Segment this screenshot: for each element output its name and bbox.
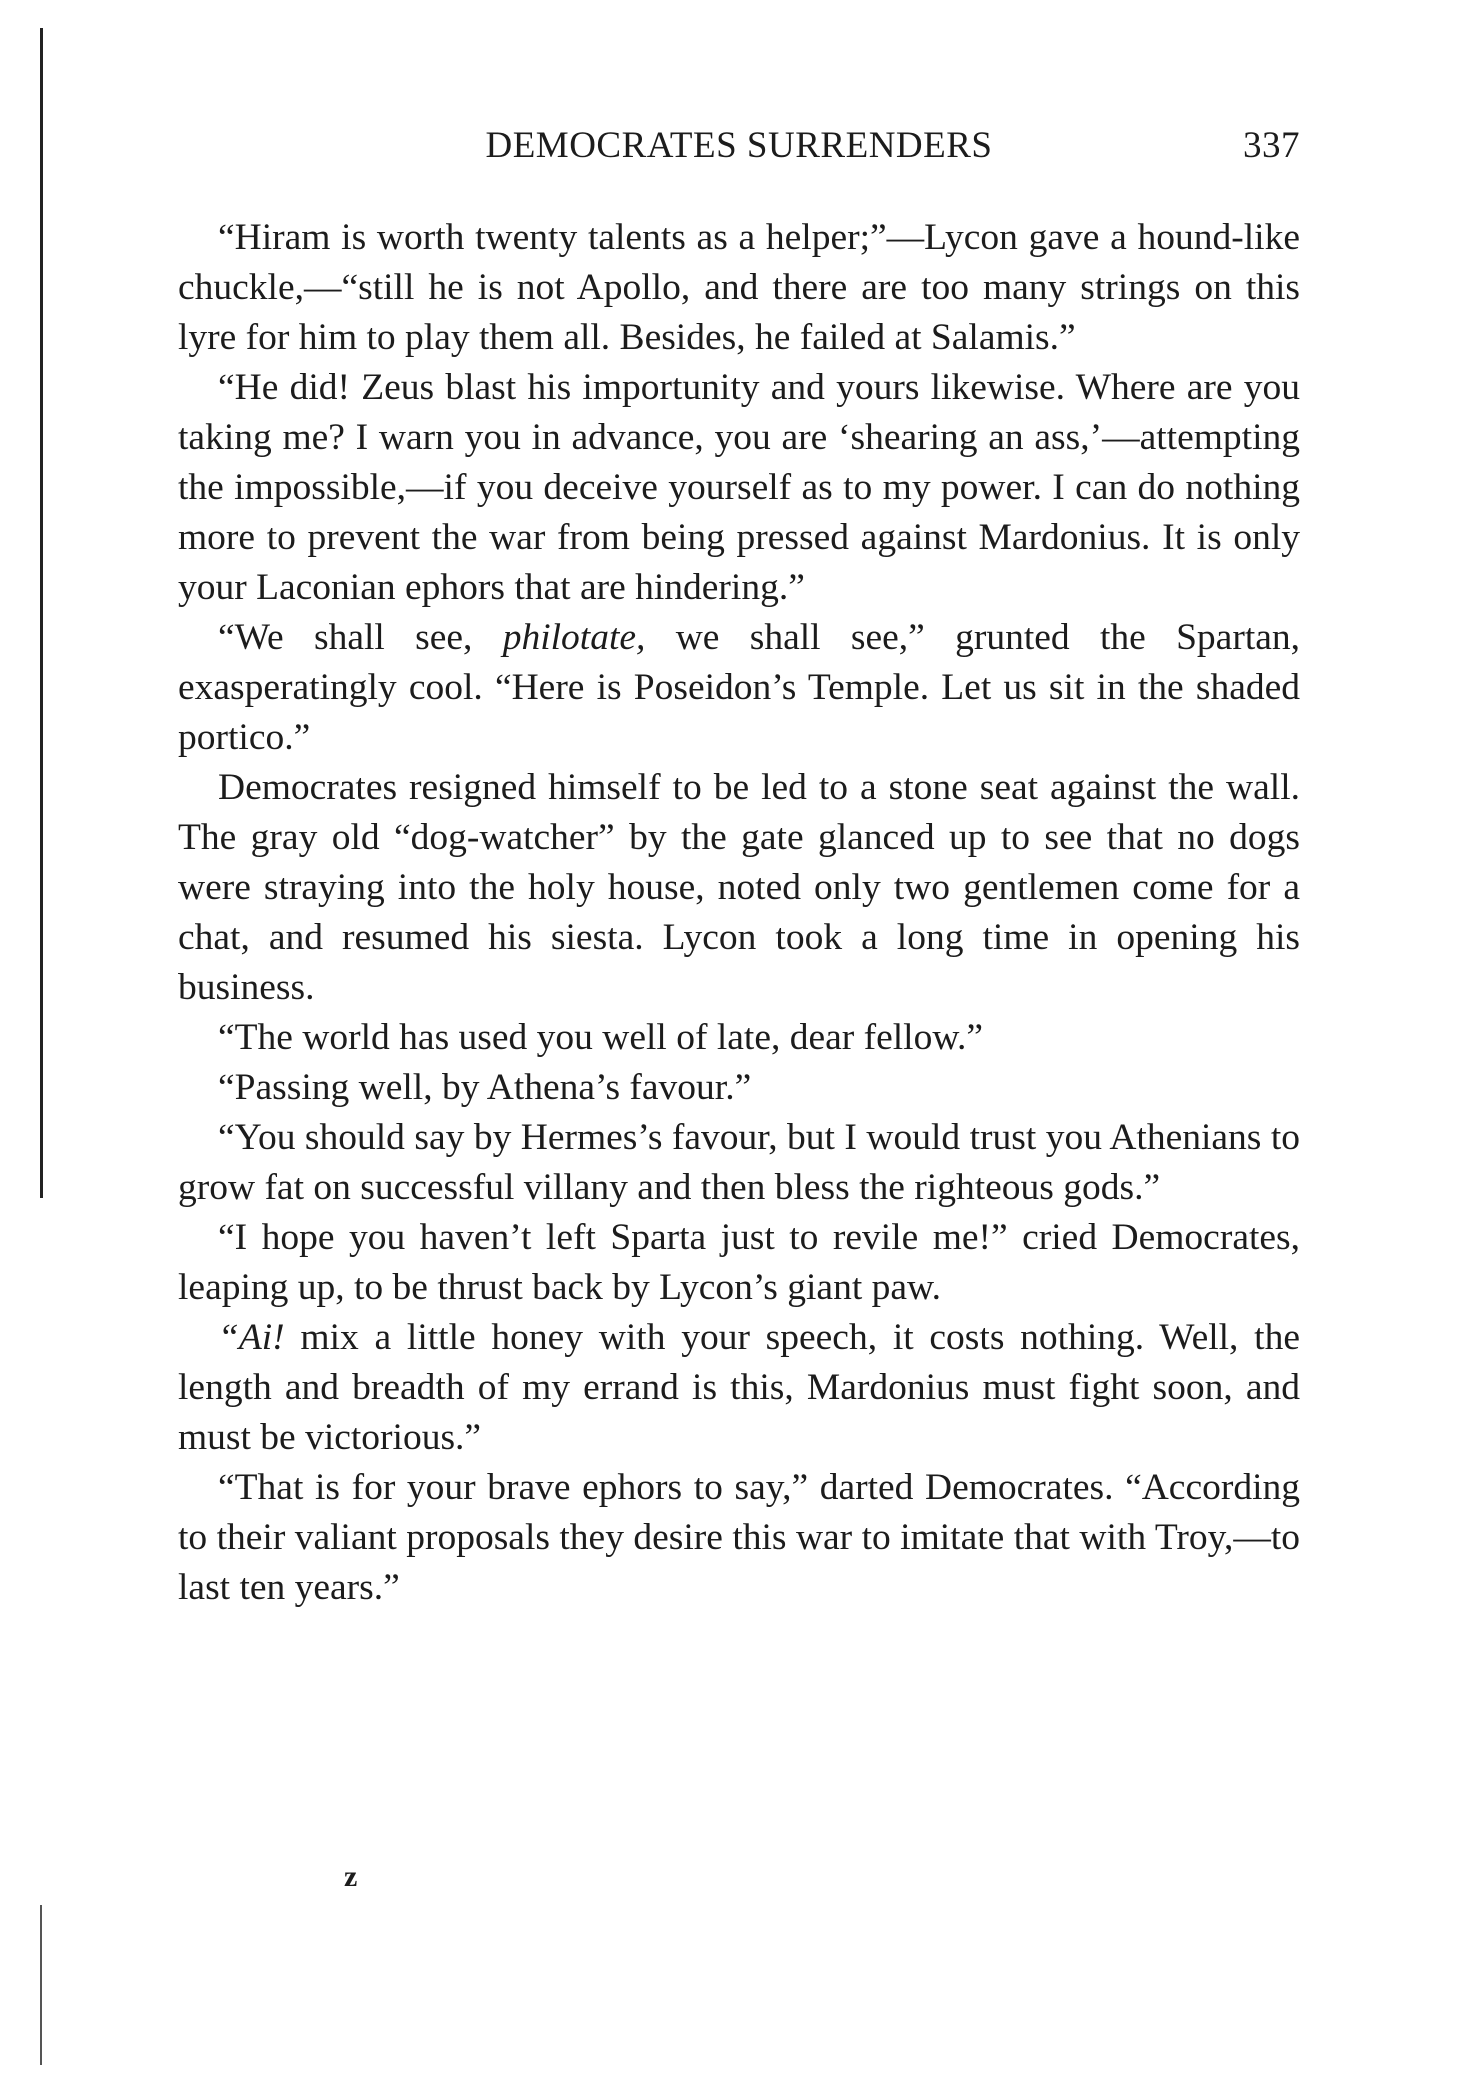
paragraph-3 [178,613,1300,763]
page-header [178,124,1300,174]
page-number: 337 [1243,125,1300,166]
margin-rule [40,28,43,1198]
body-text [178,213,1300,1613]
paragraph-3-start: “We shall see, [218,617,503,658]
paragraph-2: “He did! Zeus blast his importunity and yours likewise. Where are you taking me? I warn you in advance, you are ‘shearing an ass,’—attempting the impossible,—if you deceive yourself as to my power. I can do nothing more to prevent the war from being pressed against Mardonius. It is only your Laconian ephors that are hindering.” [178,367,1300,608]
paragraph-1: “Hiram is worth twenty talents as a helper;”—Lycon gave a hound-like chuckle,—“still he is not Apollo, and there are too many strings on this lyre for him to play them all. Besides, he failed at Salamis.” [178,217,1300,358]
paragraph-4: Democrates resigned himself to be led to a stone seat against the wall. The gray old “dog-watcher” by the gate glanced up to see that no dogs were straying into the holy house, noted only two gentlemen come for a chat, and resumed his siesta. Lycon took a long time in opening his business. [178,767,1300,1008]
paragraph-5: “The world has used you well of late, dear fellow.” [218,1017,983,1058]
margin-rule-lower [40,1905,42,2065]
running-head: DEMOCRATES SURRENDERS [485,125,993,166]
paragraph-9-end: mix a little honey with your speech, it costs nothing. Well, the length and breadth of my errand is this, Mardonius must fight soon, and must be victorious.” [178,1317,1300,1458]
paragraph-6: “Passing well, by Athena’s favour.” [218,1067,752,1108]
paragraph-9 [178,1313,1300,1463]
paragraph-3-end: we shall see,” grunted the Spartan, exasperatingly cool. “Here is Poseidon’s Temple. Let us sit in the shaded portico.” [178,617,1301,758]
signature-mark: z [344,1860,358,1893]
paragraph-3-italic: philotate, [502,617,646,658]
paragraph-8: “I hope you haven’t left Sparta just to revile me!” cried Democrates, leaping up, to be thrust back by Lycon’s giant paw. [178,1217,1300,1308]
paragraph-7: “You should say by Hermes’s favour, but I would trust you Athenians to grow fat on successful villany and then bless the righteous gods.” [178,1117,1300,1208]
paragraph-9-italic: “Ai! [218,1317,285,1358]
paragraph-10: “That is for your brave ephors to say,” darted Democrates. “According to their valiant proposals they desire this war to imitate that with Troy,—to last ten years.” [178,1467,1300,1608]
